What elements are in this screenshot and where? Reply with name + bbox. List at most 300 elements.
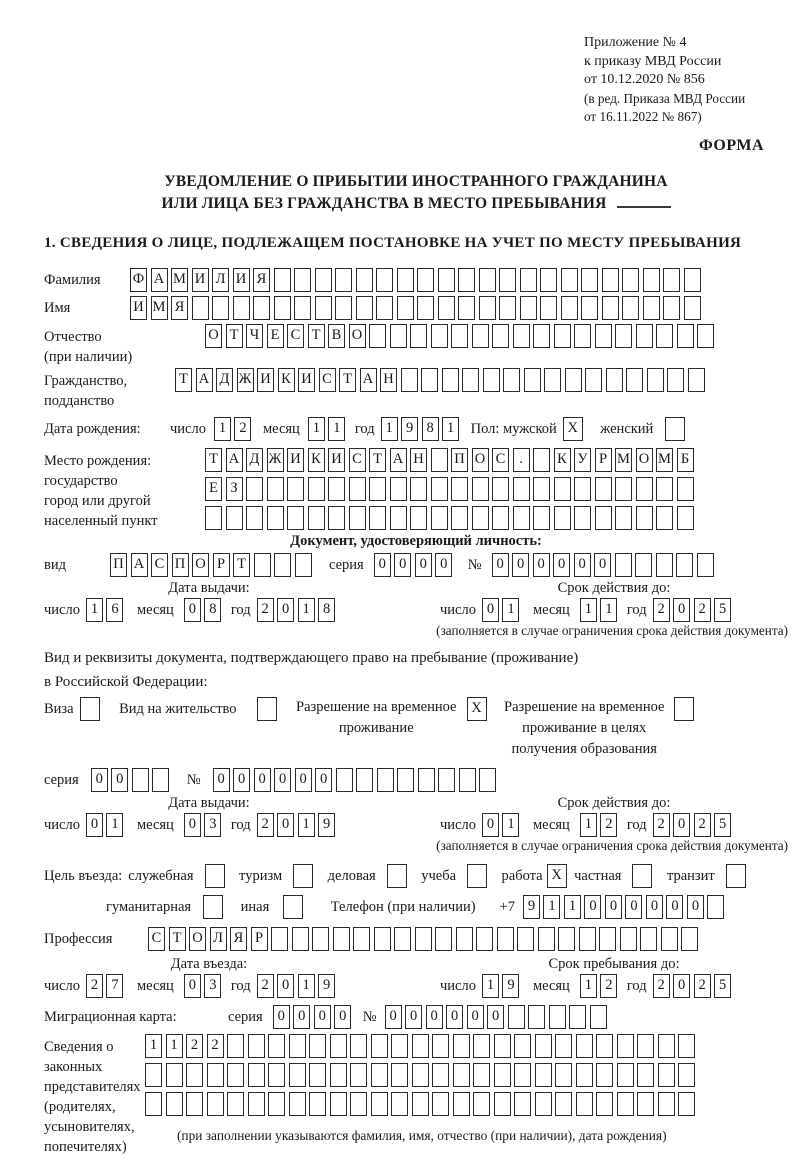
char-cell[interactable]: 0	[482, 813, 499, 837]
char-cell[interactable]: 0	[293, 1005, 310, 1029]
char-cell[interactable]: 0	[334, 1005, 351, 1029]
char-cell[interactable]: 0	[385, 1005, 402, 1029]
char-cell[interactable]	[643, 268, 660, 292]
char-cell[interactable]	[418, 768, 435, 792]
char-cell[interactable]: М	[615, 448, 632, 472]
char-cell[interactable]	[207, 1063, 224, 1087]
char-cell[interactable]: 0	[687, 895, 704, 919]
char-cell[interactable]: 2	[653, 598, 670, 622]
char-cell[interactable]: Я	[171, 296, 188, 320]
temp-residence-checkbox[interactable]	[467, 697, 491, 721]
char-cell[interactable]	[540, 268, 557, 292]
char-cell[interactable]	[524, 368, 541, 392]
char-cell[interactable]	[615, 553, 632, 577]
char-cell[interactable]	[391, 1034, 408, 1058]
char-cell[interactable]	[554, 324, 571, 348]
char-cell[interactable]: Л	[210, 927, 227, 951]
checkbox-cell[interactable]	[467, 864, 487, 888]
char-cell[interactable]	[371, 1063, 388, 1087]
char-cell[interactable]: 0	[533, 553, 550, 577]
char-cell[interactable]	[606, 368, 623, 392]
char-cell[interactable]	[417, 268, 434, 292]
char-cell[interactable]: Т	[205, 448, 222, 472]
char-cell[interactable]: 0	[512, 553, 529, 577]
char-cell[interactable]	[579, 927, 596, 951]
char-cell[interactable]: П	[172, 553, 189, 577]
char-cell[interactable]: .	[513, 448, 530, 472]
char-cell[interactable]	[435, 927, 452, 951]
char-cell[interactable]	[390, 477, 407, 501]
char-cell[interactable]	[274, 553, 291, 577]
char-cell[interactable]	[615, 477, 632, 501]
char-cell[interactable]	[533, 477, 550, 501]
char-cell[interactable]	[451, 506, 468, 530]
char-cell[interactable]	[635, 553, 652, 577]
char-cell[interactable]: 0	[184, 974, 201, 998]
char-cell[interactable]	[520, 268, 537, 292]
char-cell[interactable]	[617, 1034, 634, 1058]
char-cell[interactable]	[315, 268, 332, 292]
char-cell[interactable]: Д	[246, 448, 263, 472]
char-cell[interactable]	[574, 324, 591, 348]
char-cell[interactable]: Т	[226, 324, 243, 348]
char-cell[interactable]	[350, 1034, 367, 1058]
char-cell[interactable]	[145, 1092, 162, 1116]
char-cell[interactable]	[535, 1034, 552, 1058]
char-cell[interactable]	[540, 296, 557, 320]
char-cell[interactable]: 0	[374, 553, 391, 577]
char-cell[interactable]	[212, 296, 229, 320]
char-cell[interactable]	[397, 296, 414, 320]
checkbox-cell[interactable]: X	[563, 417, 583, 441]
char-cell[interactable]	[410, 324, 427, 348]
char-cell[interactable]	[145, 1063, 162, 1087]
char-cell[interactable]	[456, 927, 473, 951]
residence-permit-checkbox[interactable]	[257, 697, 281, 721]
char-cell[interactable]	[663, 296, 680, 320]
char-cell[interactable]	[596, 1034, 613, 1058]
char-cell[interactable]	[656, 506, 673, 530]
char-cell[interactable]: П	[110, 553, 127, 577]
char-cell[interactable]	[397, 268, 414, 292]
checkbox-cell[interactable]: X	[547, 864, 567, 888]
char-cell[interactable]	[617, 1092, 634, 1116]
char-cell[interactable]	[492, 477, 509, 501]
char-cell[interactable]	[602, 296, 619, 320]
char-cell[interactable]: 0	[482, 598, 499, 622]
purpose-transit-checkbox[interactable]	[726, 864, 750, 888]
char-cell[interactable]	[374, 927, 391, 951]
char-cell[interactable]: С	[287, 324, 304, 348]
visa-checkbox[interactable]	[80, 697, 104, 721]
char-cell[interactable]	[186, 1063, 203, 1087]
checkbox-cell[interactable]	[726, 864, 746, 888]
char-cell[interactable]	[569, 1005, 586, 1029]
char-cell[interactable]	[479, 268, 496, 292]
char-cell[interactable]	[166, 1063, 183, 1087]
char-cell[interactable]	[458, 296, 475, 320]
char-cell[interactable]: О	[472, 448, 489, 472]
char-cell[interactable]: 1	[145, 1034, 162, 1058]
char-cell[interactable]	[226, 506, 243, 530]
char-cell[interactable]	[432, 1092, 449, 1116]
char-cell[interactable]: 9	[523, 895, 540, 919]
char-cell[interactable]	[513, 506, 530, 530]
char-cell[interactable]: О	[205, 324, 222, 348]
char-cell[interactable]	[499, 296, 516, 320]
char-cell[interactable]: 2	[257, 813, 274, 837]
char-cell[interactable]	[565, 368, 582, 392]
checkbox-cell[interactable]	[257, 697, 277, 721]
char-cell[interactable]	[458, 268, 475, 292]
char-cell[interactable]	[312, 927, 329, 951]
char-cell[interactable]: 0	[111, 768, 128, 792]
checkbox-cell[interactable]	[665, 417, 685, 441]
char-cell[interactable]	[377, 768, 394, 792]
char-cell[interactable]	[287, 506, 304, 530]
char-cell[interactable]: С	[349, 448, 366, 472]
char-cell[interactable]	[494, 1034, 511, 1058]
char-cell[interactable]	[207, 1092, 224, 1116]
char-cell[interactable]	[274, 268, 291, 292]
char-cell[interactable]	[356, 296, 373, 320]
char-cell[interactable]: 1	[543, 895, 560, 919]
char-cell[interactable]	[330, 1063, 347, 1087]
char-cell[interactable]: 0	[315, 768, 332, 792]
char-cell[interactable]	[677, 506, 694, 530]
char-cell[interactable]: Д	[216, 368, 233, 392]
char-cell[interactable]	[492, 324, 509, 348]
char-cell[interactable]	[622, 268, 639, 292]
char-cell[interactable]: 1	[166, 1034, 183, 1058]
char-cell[interactable]	[308, 506, 325, 530]
char-cell[interactable]	[590, 1005, 607, 1029]
char-cell[interactable]	[369, 506, 386, 530]
char-cell[interactable]	[549, 1005, 566, 1029]
char-cell[interactable]	[596, 1092, 613, 1116]
char-cell[interactable]: 0	[435, 553, 452, 577]
char-cell[interactable]	[684, 268, 701, 292]
char-cell[interactable]	[233, 296, 250, 320]
char-cell[interactable]	[554, 477, 571, 501]
char-cell[interactable]	[292, 927, 309, 951]
char-cell[interactable]	[533, 324, 550, 348]
char-cell[interactable]	[246, 506, 263, 530]
char-cell[interactable]: 0	[553, 553, 570, 577]
char-cell[interactable]	[309, 1092, 326, 1116]
char-cell[interactable]: 5	[714, 813, 731, 837]
char-cell[interactable]	[684, 296, 701, 320]
char-cell[interactable]	[308, 477, 325, 501]
char-cell[interactable]	[637, 1034, 654, 1058]
char-cell[interactable]: О	[192, 553, 209, 577]
char-cell[interactable]	[697, 553, 714, 577]
char-cell[interactable]: Р	[595, 448, 612, 472]
char-cell[interactable]	[397, 768, 414, 792]
char-cell[interactable]: К	[308, 448, 325, 472]
char-cell[interactable]	[335, 296, 352, 320]
char-cell[interactable]	[517, 927, 534, 951]
char-cell[interactable]: 9	[502, 974, 519, 998]
char-cell[interactable]: 9	[318, 974, 335, 998]
char-cell[interactable]	[432, 1034, 449, 1058]
char-cell[interactable]: 2	[653, 974, 670, 998]
char-cell[interactable]: А	[151, 268, 168, 292]
char-cell[interactable]	[289, 1034, 306, 1058]
char-cell[interactable]	[315, 296, 332, 320]
char-cell[interactable]	[622, 296, 639, 320]
char-cell[interactable]	[432, 1063, 449, 1087]
char-cell[interactable]	[274, 296, 291, 320]
gender-female-checkbox[interactable]	[665, 417, 689, 441]
char-cell[interactable]	[330, 1034, 347, 1058]
char-cell[interactable]: М	[656, 448, 673, 472]
char-cell[interactable]	[390, 324, 407, 348]
char-cell[interactable]	[499, 268, 516, 292]
char-cell[interactable]: 3	[204, 813, 221, 837]
char-cell[interactable]: 8	[318, 598, 335, 622]
char-cell[interactable]: 0	[574, 553, 591, 577]
char-cell[interactable]	[371, 1034, 388, 1058]
char-cell[interactable]	[451, 324, 468, 348]
char-cell[interactable]: 0	[467, 1005, 484, 1029]
char-cell[interactable]	[453, 1063, 470, 1087]
char-cell[interactable]: Б	[677, 448, 694, 472]
char-cell[interactable]	[576, 1063, 593, 1087]
char-cell[interactable]: А	[131, 553, 148, 577]
gender-male-checkbox[interactable]	[563, 417, 587, 441]
char-cell[interactable]	[328, 506, 345, 530]
char-cell[interactable]	[596, 1063, 613, 1087]
char-cell[interactable]: 1	[442, 417, 459, 441]
char-cell[interactable]: 0	[673, 974, 690, 998]
char-cell[interactable]	[453, 1092, 470, 1116]
char-cell[interactable]	[658, 1063, 675, 1087]
char-cell[interactable]: Т	[308, 324, 325, 348]
char-cell[interactable]: 0	[594, 553, 611, 577]
char-cell[interactable]: Ф	[130, 268, 147, 292]
char-cell[interactable]	[585, 368, 602, 392]
char-cell[interactable]: 3	[204, 974, 221, 998]
char-cell[interactable]	[376, 296, 393, 320]
checkbox-cell[interactable]: X	[467, 697, 487, 721]
char-cell[interactable]	[394, 927, 411, 951]
char-cell[interactable]: Е	[267, 324, 284, 348]
char-cell[interactable]: 0	[426, 1005, 443, 1029]
char-cell[interactable]	[335, 268, 352, 292]
purpose-study-checkbox[interactable]	[467, 864, 491, 888]
char-cell[interactable]	[513, 324, 530, 348]
char-cell[interactable]: Т	[369, 448, 386, 472]
char-cell[interactable]	[336, 768, 353, 792]
char-cell[interactable]	[615, 506, 632, 530]
char-cell[interactable]	[533, 448, 550, 472]
char-cell[interactable]	[350, 1092, 367, 1116]
char-cell[interactable]: А	[226, 448, 243, 472]
char-cell[interactable]	[678, 1092, 695, 1116]
char-cell[interactable]: 7	[106, 974, 123, 998]
char-cell[interactable]	[688, 368, 705, 392]
char-cell[interactable]: 2	[600, 974, 617, 998]
char-cell[interactable]	[227, 1034, 244, 1058]
char-cell[interactable]: 1	[381, 417, 398, 441]
char-cell[interactable]	[353, 927, 370, 951]
char-cell[interactable]	[246, 477, 263, 501]
char-cell[interactable]	[535, 1063, 552, 1087]
checkbox-cell[interactable]	[283, 895, 303, 919]
char-cell[interactable]: 2	[694, 974, 711, 998]
purpose-tourism-checkbox[interactable]	[293, 864, 317, 888]
char-cell[interactable]: 0	[273, 1005, 290, 1029]
char-cell[interactable]	[636, 324, 653, 348]
char-cell[interactable]: 0	[213, 768, 230, 792]
char-cell[interactable]	[561, 268, 578, 292]
char-cell[interactable]: 5	[714, 598, 731, 622]
checkbox-cell[interactable]	[205, 864, 225, 888]
char-cell[interactable]	[294, 296, 311, 320]
checkbox-cell[interactable]	[674, 697, 694, 721]
char-cell[interactable]: 1	[502, 598, 519, 622]
char-cell[interactable]	[678, 1063, 695, 1087]
char-cell[interactable]: 0	[277, 974, 294, 998]
char-cell[interactable]: З	[226, 477, 243, 501]
char-cell[interactable]: 1	[502, 813, 519, 837]
char-cell[interactable]	[576, 1092, 593, 1116]
char-cell[interactable]	[574, 506, 591, 530]
char-cell[interactable]: 0	[86, 813, 103, 837]
char-cell[interactable]: Р	[251, 927, 268, 951]
char-cell[interactable]: И	[257, 368, 274, 392]
char-cell[interactable]: С	[492, 448, 509, 472]
char-cell[interactable]	[656, 477, 673, 501]
char-cell[interactable]	[268, 1034, 285, 1058]
char-cell[interactable]	[271, 927, 288, 951]
char-cell[interactable]	[330, 1092, 347, 1116]
char-cell[interactable]	[350, 1063, 367, 1087]
char-cell[interactable]: 1	[298, 598, 315, 622]
char-cell[interactable]	[248, 1034, 265, 1058]
char-cell[interactable]: 0	[314, 1005, 331, 1029]
char-cell[interactable]: 1	[106, 813, 123, 837]
char-cell[interactable]: И	[328, 448, 345, 472]
char-cell[interactable]: 0	[487, 1005, 504, 1029]
char-cell[interactable]: 0	[673, 598, 690, 622]
char-cell[interactable]	[620, 927, 637, 951]
char-cell[interactable]: А	[390, 448, 407, 472]
char-cell[interactable]	[391, 1092, 408, 1116]
char-cell[interactable]	[555, 1092, 572, 1116]
char-cell[interactable]	[479, 296, 496, 320]
char-cell[interactable]	[479, 768, 496, 792]
char-cell[interactable]	[555, 1063, 572, 1087]
char-cell[interactable]: В	[328, 324, 345, 348]
char-cell[interactable]	[431, 506, 448, 530]
char-cell[interactable]	[253, 296, 270, 320]
char-cell[interactable]	[410, 477, 427, 501]
char-cell[interactable]: 0	[625, 895, 642, 919]
purpose-private-checkbox[interactable]	[632, 864, 656, 888]
purpose-official-checkbox[interactable]	[205, 864, 229, 888]
char-cell[interactable]: 1	[86, 598, 103, 622]
char-cell[interactable]	[205, 506, 222, 530]
char-cell[interactable]	[707, 895, 724, 919]
char-cell[interactable]: Р	[213, 553, 230, 577]
char-cell[interactable]	[268, 1092, 285, 1116]
char-cell[interactable]	[390, 506, 407, 530]
char-cell[interactable]	[658, 1034, 675, 1058]
char-cell[interactable]	[412, 1092, 429, 1116]
char-cell[interactable]	[636, 477, 653, 501]
char-cell[interactable]	[555, 1034, 572, 1058]
char-cell[interactable]	[442, 368, 459, 392]
char-cell[interactable]	[453, 1034, 470, 1058]
char-cell[interactable]	[656, 553, 673, 577]
char-cell[interactable]	[643, 296, 660, 320]
char-cell[interactable]	[287, 477, 304, 501]
char-cell[interactable]	[599, 927, 616, 951]
char-cell[interactable]: 0	[274, 768, 291, 792]
char-cell[interactable]	[678, 1034, 695, 1058]
char-cell[interactable]	[574, 477, 591, 501]
char-cell[interactable]	[503, 368, 520, 392]
char-cell[interactable]: Т	[175, 368, 192, 392]
temp-residence-edu-checkbox[interactable]	[674, 697, 698, 721]
char-cell[interactable]: 1	[308, 417, 325, 441]
char-cell[interactable]: 1	[580, 598, 597, 622]
char-cell[interactable]	[576, 1034, 593, 1058]
char-cell[interactable]: Н	[380, 368, 397, 392]
char-cell[interactable]: 2	[207, 1034, 224, 1058]
char-cell[interactable]	[268, 1063, 285, 1087]
char-cell[interactable]: 0	[415, 553, 432, 577]
char-cell[interactable]	[289, 1092, 306, 1116]
char-cell[interactable]	[508, 1005, 525, 1029]
char-cell[interactable]: А	[360, 368, 377, 392]
char-cell[interactable]: 6	[106, 598, 123, 622]
char-cell[interactable]	[581, 268, 598, 292]
char-cell[interactable]: 2	[86, 974, 103, 998]
char-cell[interactable]	[472, 324, 489, 348]
char-cell[interactable]	[376, 268, 393, 292]
char-cell[interactable]	[349, 506, 366, 530]
purpose-other-checkbox[interactable]	[283, 895, 307, 919]
char-cell[interactable]: 2	[257, 598, 274, 622]
purpose-business-checkbox[interactable]	[387, 864, 411, 888]
char-cell[interactable]	[647, 368, 664, 392]
char-cell[interactable]	[697, 324, 714, 348]
char-cell[interactable]	[349, 477, 366, 501]
char-cell[interactable]	[637, 1063, 654, 1087]
char-cell[interactable]	[421, 368, 438, 392]
char-cell[interactable]: Т	[169, 927, 186, 951]
char-cell[interactable]: К	[278, 368, 295, 392]
char-cell[interactable]	[667, 368, 684, 392]
char-cell[interactable]	[513, 477, 530, 501]
char-cell[interactable]	[333, 927, 350, 951]
char-cell[interactable]	[492, 506, 509, 530]
char-cell[interactable]	[472, 477, 489, 501]
char-cell[interactable]	[431, 448, 448, 472]
char-cell[interactable]: 8	[422, 417, 439, 441]
char-cell[interactable]: 1	[580, 974, 597, 998]
char-cell[interactable]	[438, 296, 455, 320]
char-cell[interactable]: О	[349, 324, 366, 348]
char-cell[interactable]	[309, 1034, 326, 1058]
char-cell[interactable]: 1	[328, 417, 345, 441]
char-cell[interactable]	[626, 368, 643, 392]
char-cell[interactable]: Т	[339, 368, 356, 392]
char-cell[interactable]: С	[319, 368, 336, 392]
